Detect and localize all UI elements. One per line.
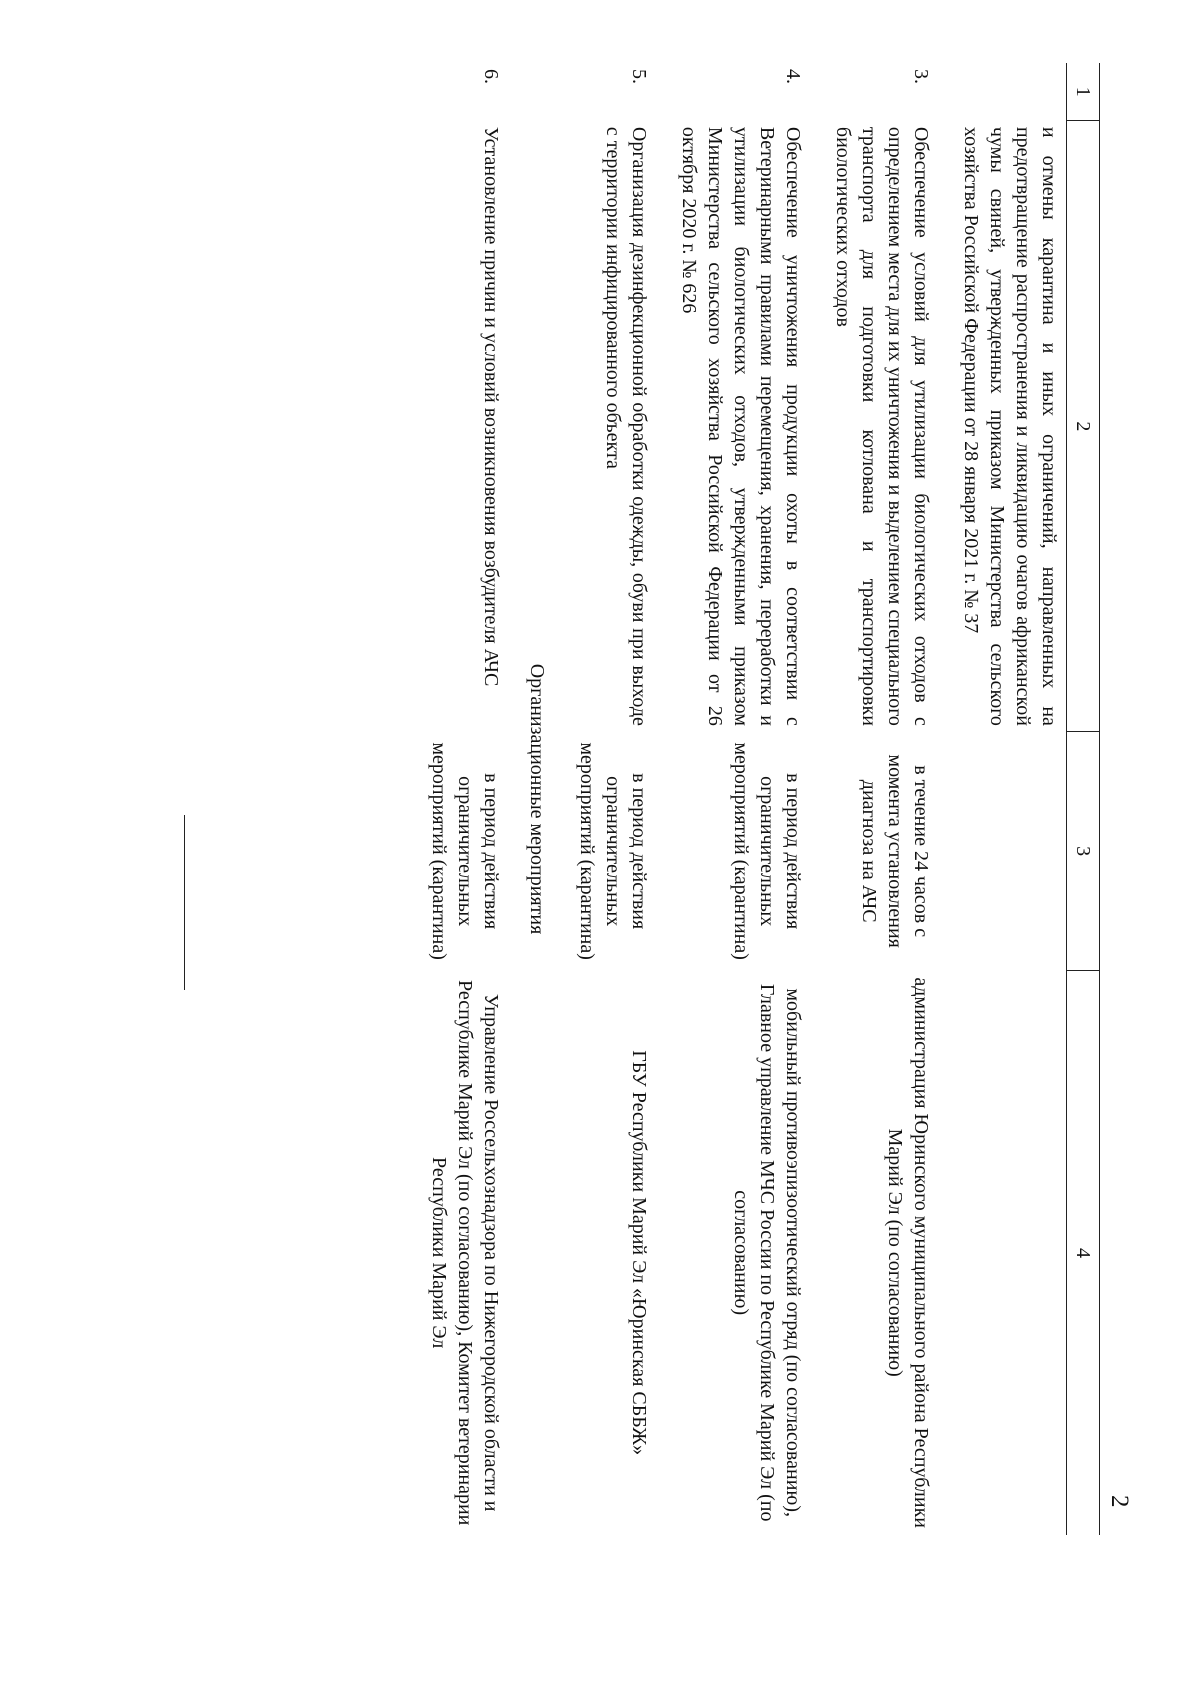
row-number: 4.: [782, 69, 804, 84]
row-responsible: мобильный противоэпизоотический отряд (по согласованию), Главное управление МЧС России по Республике Марий Эл (по согласованию): [730, 983, 804, 1522]
row-measure: Установление причин и условий возникновения возбудителя АЧС: [480, 126, 502, 687]
row-measure: Обеспечение уничтожения продукции охоты в соответствии с Ветеринарными правилами перемещения, хранения, переработки и утилизации биологических отходов, утвержденными приказом Министерства сельского хозяйства Российской Федерации от 26 октября 2020 г. № 626: [678, 126, 804, 726]
row-measure: и отмены карантина и иных ограничений, направленных на предотвращение распространения и ликвидацию очагов африканской чумы свиней, утвержденных приказом Министерства сельского хозяйства Российской Федерации от 28 января 2021 г. № 37: [960, 126, 1060, 726]
closing-divider: [184, 815, 185, 990]
row-responsible: Управление Россельхознадзора по Нижегородской области и Республике Марий Эл (по согласованию), Комитет ветеринарии Республики Марий Эл: [428, 979, 502, 1526]
header-col-4: 4: [1067, 970, 1100, 1535]
row-responsible: администрация Юринского муниципального района Республики Марий Эл (по согласованию): [884, 977, 932, 1528]
row-number: 6.: [480, 69, 502, 84]
row-deadline: в период действия ограничительных мероприятий (карантина): [576, 742, 650, 960]
row-responsible: ГБУ Республики Марий Эл «Юринская СББЖ»: [628, 1050, 650, 1456]
section-heading: Организационные мероприятия: [526, 663, 548, 935]
table-header-row: [1067, 63, 1100, 1535]
header-col-2: 2: [1067, 121, 1100, 732]
table-row: [406, 63, 508, 1535]
table-row: [938, 63, 1067, 1535]
page-number: 2: [1106, 1495, 1133, 1508]
table-row: [554, 63, 656, 1535]
rotated-sheet: [105, 55, 1133, 1575]
row-deadline: [938, 732, 1067, 970]
row-number: 5.: [628, 69, 650, 84]
row-measure: Организация дезинфекционной обработки одежды, обуви при выходе с территории инфицированного объекта: [602, 126, 650, 726]
section-heading-row: [508, 63, 554, 1535]
table-row: [656, 63, 810, 1535]
row-deadline: в период действия ограничительных мероприятий (карантина): [428, 742, 502, 960]
header-col-1: 1: [1067, 63, 1100, 121]
measures-table: [406, 63, 1100, 1535]
table-row: [810, 63, 938, 1535]
row-deadline: в период действия ограничительных мероприятий (карантина): [730, 742, 804, 960]
row-number: 3.: [910, 69, 932, 84]
header-col-3: 3: [1067, 732, 1100, 970]
row-number: [938, 63, 1067, 121]
row-deadline: в течение 24 часов с момента установления диагноза на АЧС: [858, 754, 932, 948]
row-measure: Обеспечение условий для утилизации биологических отходов с определением места для их уничтожения и выделением специального транспорта для подготовки котлована и транспортировки биологических отходов: [832, 126, 932, 726]
row-responsible: [938, 970, 1067, 1535]
